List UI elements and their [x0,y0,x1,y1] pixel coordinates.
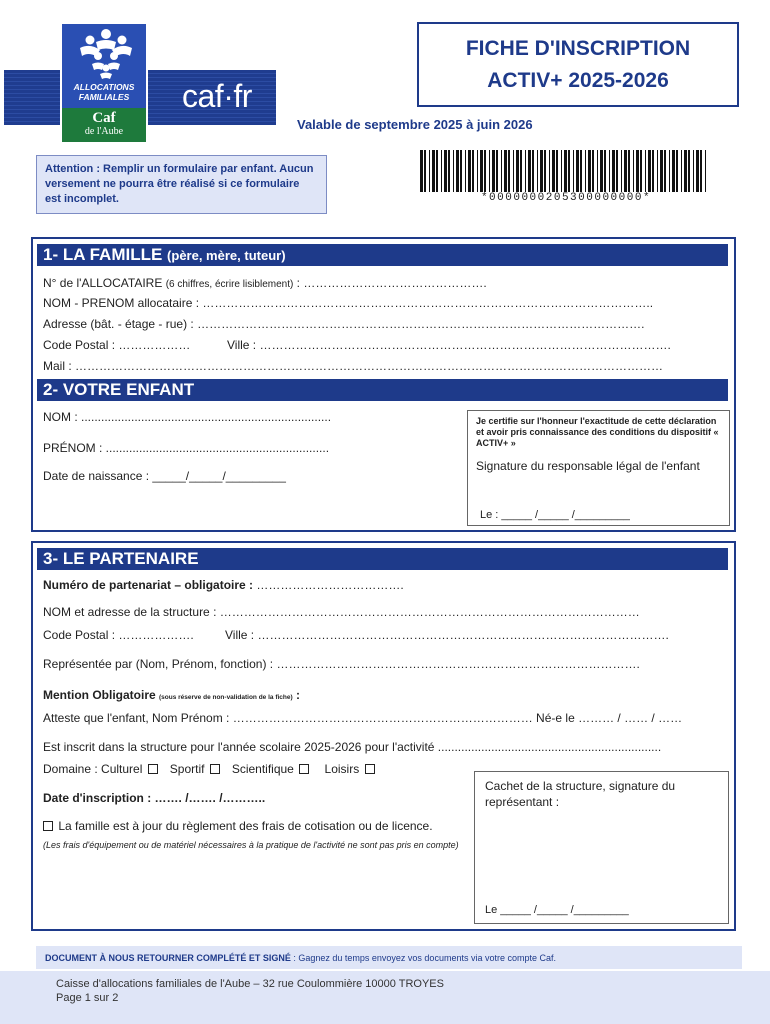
mention-label: Mention Obligatoire [43,688,156,702]
allocataire-label: N° de l'ALLOCATAIRE [43,276,163,290]
section1-subtitle: (père, mère, tuteur) [167,248,286,263]
barcode-bar [552,150,555,192]
stamp-date-field[interactable]: Le _____ /_____ /_________ [485,904,629,916]
certification-box [467,410,730,526]
structure-field[interactable]: NOM et adresse de la structure : …………………………………………………………………………………………… [43,605,640,619]
domain-sportif-checkbox[interactable] [210,764,220,774]
barcode-bar [508,150,510,192]
barcode-bar [573,150,574,192]
barcode-bar [681,150,682,192]
certification-date-field[interactable]: Le : _____ /_____ /_________ [480,509,630,521]
barcode-bar [456,150,459,192]
barcode-bar [460,150,462,192]
barcode-bar [432,150,435,192]
barcode-bar [537,150,538,192]
barcode-bar [705,150,706,192]
barcode-bar [465,150,466,192]
domain-label: Domaine : [43,762,98,776]
barcode-bar [504,150,507,192]
section2-title: 2- VOTRE ENFANT [43,380,195,399]
barcode-bar [628,150,630,192]
partner-city-field[interactable]: Ville : …………………………………………………………………………………………. [225,628,669,642]
domain-row [43,762,377,776]
barcode-bar [636,150,639,192]
barcode-bar [532,150,534,192]
barcode-bar [592,150,594,192]
barcode-bar [424,150,426,192]
barcode-bar [444,150,447,192]
logo-aube-text: de l'Aube [84,126,124,137]
barcode-bar [672,150,675,192]
allocataire-hint: (6 chiffres, écrire lisiblement) [165,279,294,290]
return-document-notice [36,946,742,969]
partner-number-field[interactable] [43,578,404,592]
barcode-bar [436,150,438,192]
mention-colon: : [292,688,301,702]
family-icon [74,28,138,80]
barcode-bar [700,150,702,192]
barcode-bar [688,150,690,192]
barcode-bar [669,150,670,192]
section3-title: 3- LE PARTENAIRE [43,549,199,568]
barcode-bar [588,150,591,192]
attestation-field[interactable]: Atteste que l'enfant, Nom Prénom : ………………………………………………………………… Né-e le ……… / …… / …… [43,711,683,725]
family-payment-checkbox[interactable] [43,821,53,831]
barcode-bar [693,150,694,192]
barcode-bar [640,150,642,192]
barcode-bar [468,150,471,192]
domain-loisirs: Loisirs [324,762,360,776]
child-firstname-field[interactable]: PRÉNOM : ................................................................... [43,441,330,455]
domain-culturel: Culturel [101,762,143,776]
barcode-bar [600,150,603,192]
logo-caf-aube [62,108,146,142]
barcode-bar [645,150,646,192]
barcode-bar [696,150,699,192]
section2-header [37,379,728,401]
barcode-bar [477,150,478,192]
section3-header [37,548,728,570]
barcode-bar [580,150,582,192]
barcode-bar [624,150,627,192]
allocataire-number-line[interactable] [43,276,487,290]
barcode-bar [684,150,687,192]
barcode-bar [556,150,558,192]
form-title-box [417,22,739,107]
city-field[interactable]: Ville : …………………………………………………………………………………………. [227,338,671,352]
barcode-bar [420,150,423,192]
mention-obligatoire [43,688,300,702]
activity-field[interactable]: Est inscrit dans la structure pour l'année scolaire 2025-2026 pour l'activité ................................................................... [43,740,662,754]
partner-number-label: Numéro de partenariat – obligatoire : [43,578,254,592]
logo-allocations-text: ALLOCATIONS FAMILIALES [73,82,135,102]
barcode-bar [621,150,622,192]
barcode-bar [604,150,606,192]
barcode-bar [525,150,526,192]
return-notice-bold: DOCUMENT À NOUS RETOURNER COMPLÉTÉ ET SIGNÉ [45,953,291,963]
allocataire-dots: : ………………………………………. [293,276,487,290]
barcode-bar [664,150,666,192]
domain-scientifique-checkbox[interactable] [299,764,309,774]
logo-caf-text: Caf [92,110,116,126]
equipment-note: (Les frais d'équipement ou de matériel nécessaires à la pratique de l'activité ne sont pas pris en compte) [43,840,459,850]
section1-title: 1- LA FAMILLE [43,245,163,264]
barcode-bar [540,150,543,192]
barcode-bar [576,150,579,192]
family-payment-row [43,819,433,833]
barcode-bar [501,150,502,192]
barcode-bar [489,150,490,192]
barcode-bar [441,150,442,192]
barcode-bar [484,150,486,192]
barcode [420,150,710,192]
footer-page-number: Page 1 sur 2 [56,992,119,1004]
barcode-bar [429,150,430,192]
mention-hint: (sous réserve de non-validation de la fiche) [159,694,293,701]
barcode-bar [616,150,618,192]
barcode-bar [516,150,519,192]
partner-number-dots: ………………………………. [253,578,404,592]
address-field[interactable]: Adresse (bât. - étage - rue) : …………………………………………………………………………………………………. [43,317,645,331]
barcode-bar [597,150,598,192]
barcode-bar [544,150,546,192]
mail-field[interactable]: Mail : ………………………………………………………………………………………………………………………………… [43,359,664,373]
caf-fr-logo-text: caf·fr [182,78,252,114]
barcode-bar [472,150,474,192]
barcode-bar [513,150,514,192]
barcode-bar [480,150,483,192]
partner-postal-field[interactable]: Code Postal : ………………. [43,628,194,642]
form-title-line2: ACTIV+ 2025-2026 [487,69,669,92]
postal-code-field[interactable]: Code Postal : ……………… [43,338,191,352]
certification-text: Je certifie sur l'honneur l'exactitude de cette déclaration et avoir pris connaissance des conditions du dispositif « ACTIV+ » [476,416,719,448]
domain-sportif: Sportif [169,762,205,776]
domain-culturel-checkbox[interactable] [148,764,158,774]
barcode-bar [496,150,498,192]
barcode-bar [520,150,522,192]
representative-field[interactable]: Représentée par (Nom, Prénom, fonction) : ………………………………………………………………………………. [43,657,640,671]
inscription-date-field[interactable]: Date d'inscription : ……. /……. /……….. [43,791,266,805]
barcode-bar [676,150,678,192]
barcode-bar [652,150,654,192]
section1-header [37,244,728,266]
allocataire-name-field[interactable]: NOM - PRENOM allocataire : ………………………………………………………………………………………………….. [43,296,654,310]
barcode-bar [585,150,586,192]
return-notice-text: : Gagnez du temps envoyez vos documents via votre compte Caf. [290,953,556,963]
stamp-box[interactable] [474,771,729,924]
barcode-bar [660,150,663,192]
barcode-bar [568,150,570,192]
child-name-field[interactable]: NOM : ........................................................................... [43,410,332,424]
stamp-label: Cachet de la structure, signature du représentant : [485,779,676,809]
barcode-number: *0000000205300000000* [480,192,652,204]
barcode-bar [657,150,658,192]
barcode-bar [528,150,531,192]
barcode-bar [448,150,450,192]
child-birthdate-field[interactable]: Date de naissance : _____/_____/_________ [43,469,286,483]
caf-logo [60,22,148,142]
barcode-bar [612,150,615,192]
barcode-bar [633,150,634,192]
barcode-bar [492,150,495,192]
attention-notice: Attention : Remplir un formulaire par enfant. Aucun versement ne pourra être réalisé si ce formulaire est incomplet. [36,155,327,214]
footer-address: Caisse d'allocations familiales de l'Aube – 32 rue Coulommière 10000 TROYES [56,978,444,990]
domain-scientifique: Scientifique [231,762,294,776]
barcode-bar [564,150,567,192]
barcode-bar [609,150,610,192]
domain-loisirs-checkbox[interactable] [365,764,375,774]
guardian-signature-label[interactable]: Signature du responsable légal de l'enfant [476,459,700,473]
barcode-bar [561,150,562,192]
barcode-bar [549,150,550,192]
form-title-line1: FICHE D'INSCRIPTION [465,37,691,60]
family-payment-text: La famille est à jour du règlement des frais de cotisation ou de licence. [58,819,433,833]
validity-text: Valable de septembre 2025 à juin 2026 [297,117,533,132]
barcode-bar [453,150,454,192]
barcode-bar [648,150,651,192]
